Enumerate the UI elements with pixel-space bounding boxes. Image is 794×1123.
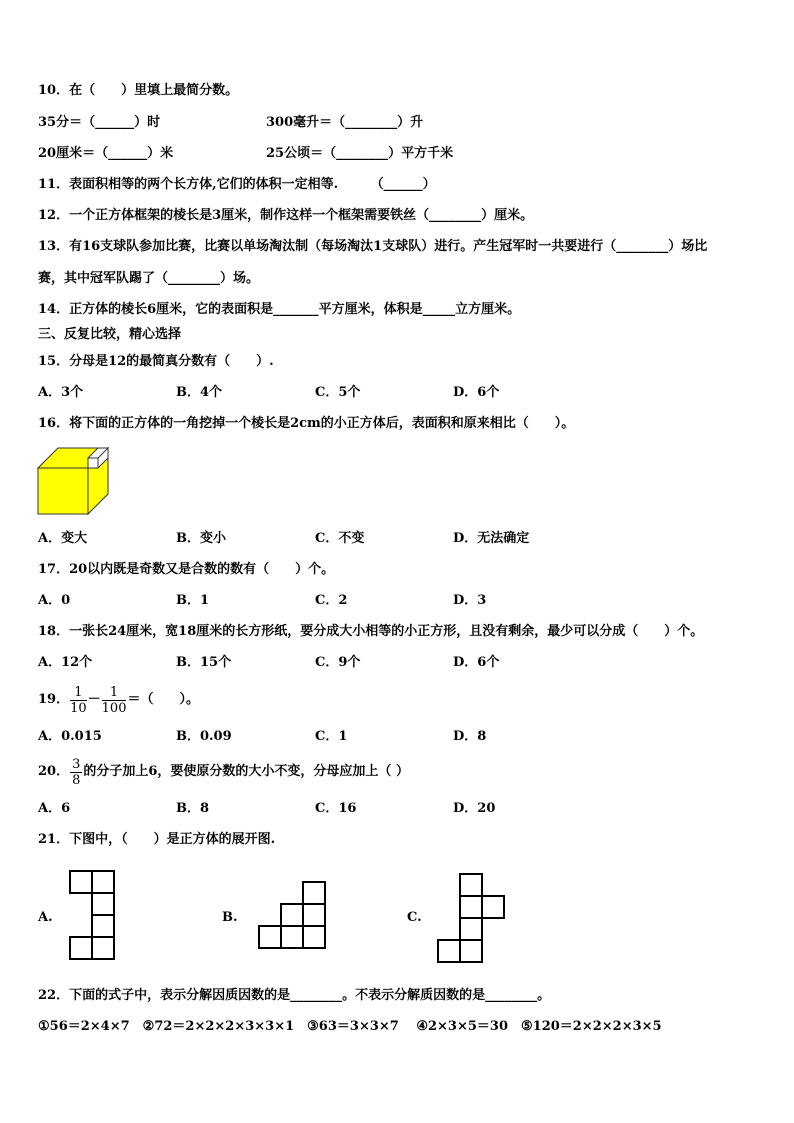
q19-option-b: B．0.09 <box>176 729 232 744</box>
q19-f1-denominator: 10 <box>70 700 87 716</box>
q21-label-c: C. <box>407 910 422 925</box>
q21-net-c <box>436 872 508 966</box>
q20-fraction <box>70 757 82 788</box>
q18-stem: 18．一张长24厘米，宽18厘米的长方形纸，要分成大小相等的小正方形，且没有剩余，最少可以分成（ ）个。 <box>38 624 704 639</box>
q18-option-c: C．9个 <box>315 655 361 670</box>
q15-option-a: A．3个 <box>38 385 84 400</box>
q20-numerator: 3 <box>72 756 81 772</box>
q12-text: 12．一个正方体框架的棱长是3厘米，制作这样一个框架需要铁丝（________）厘米。 <box>38 208 534 223</box>
q21-net-a <box>69 870 117 964</box>
q10-item-2: 300毫升＝（________）升 <box>266 115 424 130</box>
q15-stem: 15．分母是12的最简真分数有（ ）. <box>38 354 274 369</box>
q19-option-d: D．8 <box>453 729 487 744</box>
q19-stem <box>38 681 199 719</box>
q14-text: 14．正方体的棱长6厘米，它的表面积是_______平方厘米，体积是_____立方厘米。 <box>38 302 521 317</box>
q11-text: 11．表面积相等的两个长方体,它们的体积一定相等. （______） <box>38 177 436 192</box>
section-heading: 三、反复比较，精心选择 <box>38 327 182 342</box>
q21-label-a: A. <box>38 910 53 925</box>
q18-option-b: B．15个 <box>176 655 232 670</box>
q19-operator: － <box>87 692 101 707</box>
q21-net-b <box>258 880 328 952</box>
q16-option-d: D．无法确定 <box>453 531 530 546</box>
q19-option-c: C．1 <box>315 729 348 744</box>
q17-option-d: D．3 <box>453 593 487 608</box>
q20-denominator: 8 <box>72 772 81 788</box>
q20-stem <box>38 754 409 790</box>
q15-option-d: D．6个 <box>453 385 500 400</box>
q17-stem: 17．20以内既是奇数又是合数的数有（ ）个。 <box>38 562 335 577</box>
q18-option-d: D．6个 <box>453 655 500 670</box>
q10-title: 10．在（ ）里填上最简分数。 <box>38 83 239 98</box>
q19-fraction-1 <box>70 685 87 716</box>
q16-option-b: B．变小 <box>176 531 226 546</box>
q19-f2-numerator: 1 <box>102 685 127 701</box>
q20-option-c: C．16 <box>315 801 357 816</box>
cube-figure <box>36 444 112 516</box>
q13-line-2: 赛，其中冠军队踢了（________）场。 <box>38 271 260 286</box>
q19-number: 19． <box>38 692 70 707</box>
q19-f2-denominator: 100 <box>101 700 127 716</box>
q20-option-b: B．8 <box>176 801 210 816</box>
q21-stem: 21．下图中，（ ）是正方体的展开图. <box>38 832 276 847</box>
q20-option-a: A．6 <box>38 801 71 816</box>
q10-item-3: 20厘米＝（______）米 <box>38 146 174 161</box>
q22-items: ①56＝2×4×7 ②72＝2×2×2×3×3×1 ③63＝3×3×7 ④2×3×5＝30 ⑤120＝2×2×2×3×5 <box>38 1019 662 1034</box>
q15-option-c: C．5个 <box>315 385 361 400</box>
q19-fraction-2 <box>102 685 127 716</box>
q20-number: 20． <box>38 764 70 779</box>
q19-option-a: A．0.015 <box>38 729 102 744</box>
q20-option-d: D．20 <box>453 801 496 816</box>
q10-item-1: 35分＝（______）时 <box>38 115 161 130</box>
q16-option-a: A．变大 <box>38 531 88 546</box>
q18-option-a: A．12个 <box>38 655 93 670</box>
q20-tail: 的分子加上6，要使原分数的大小不变，分母应加上（ ） <box>83 764 409 779</box>
q13-line-1: 13．有16支球队参加比赛，比赛以单场淘汰制（每场淘汰1支球队）进行。产生冠军时一共要进行（________）场比 <box>38 239 708 254</box>
q19-f1-numerator: 1 <box>70 685 87 701</box>
q17-option-c: C．2 <box>315 593 348 608</box>
q17-option-b: B．1 <box>176 593 210 608</box>
q16-option-c: C．不变 <box>315 531 365 546</box>
q21-label-b: B. <box>222 910 238 925</box>
q10-item-4: 25公顷＝（________）平方千米 <box>266 146 454 161</box>
q22-stem: 22．下面的式子中，表示分解因质因数的是________。不表示分解质因数的是________。 <box>38 988 551 1003</box>
q19-tail: ＝（ ）。 <box>127 692 199 707</box>
q15-option-b: B．4个 <box>176 385 223 400</box>
q17-option-a: A．0 <box>38 593 71 608</box>
q16-stem: 16．将下面的正方体的一角挖掉一个棱长是2cm的小正方体后，表面积和原来相比（ ）。 <box>38 416 575 431</box>
